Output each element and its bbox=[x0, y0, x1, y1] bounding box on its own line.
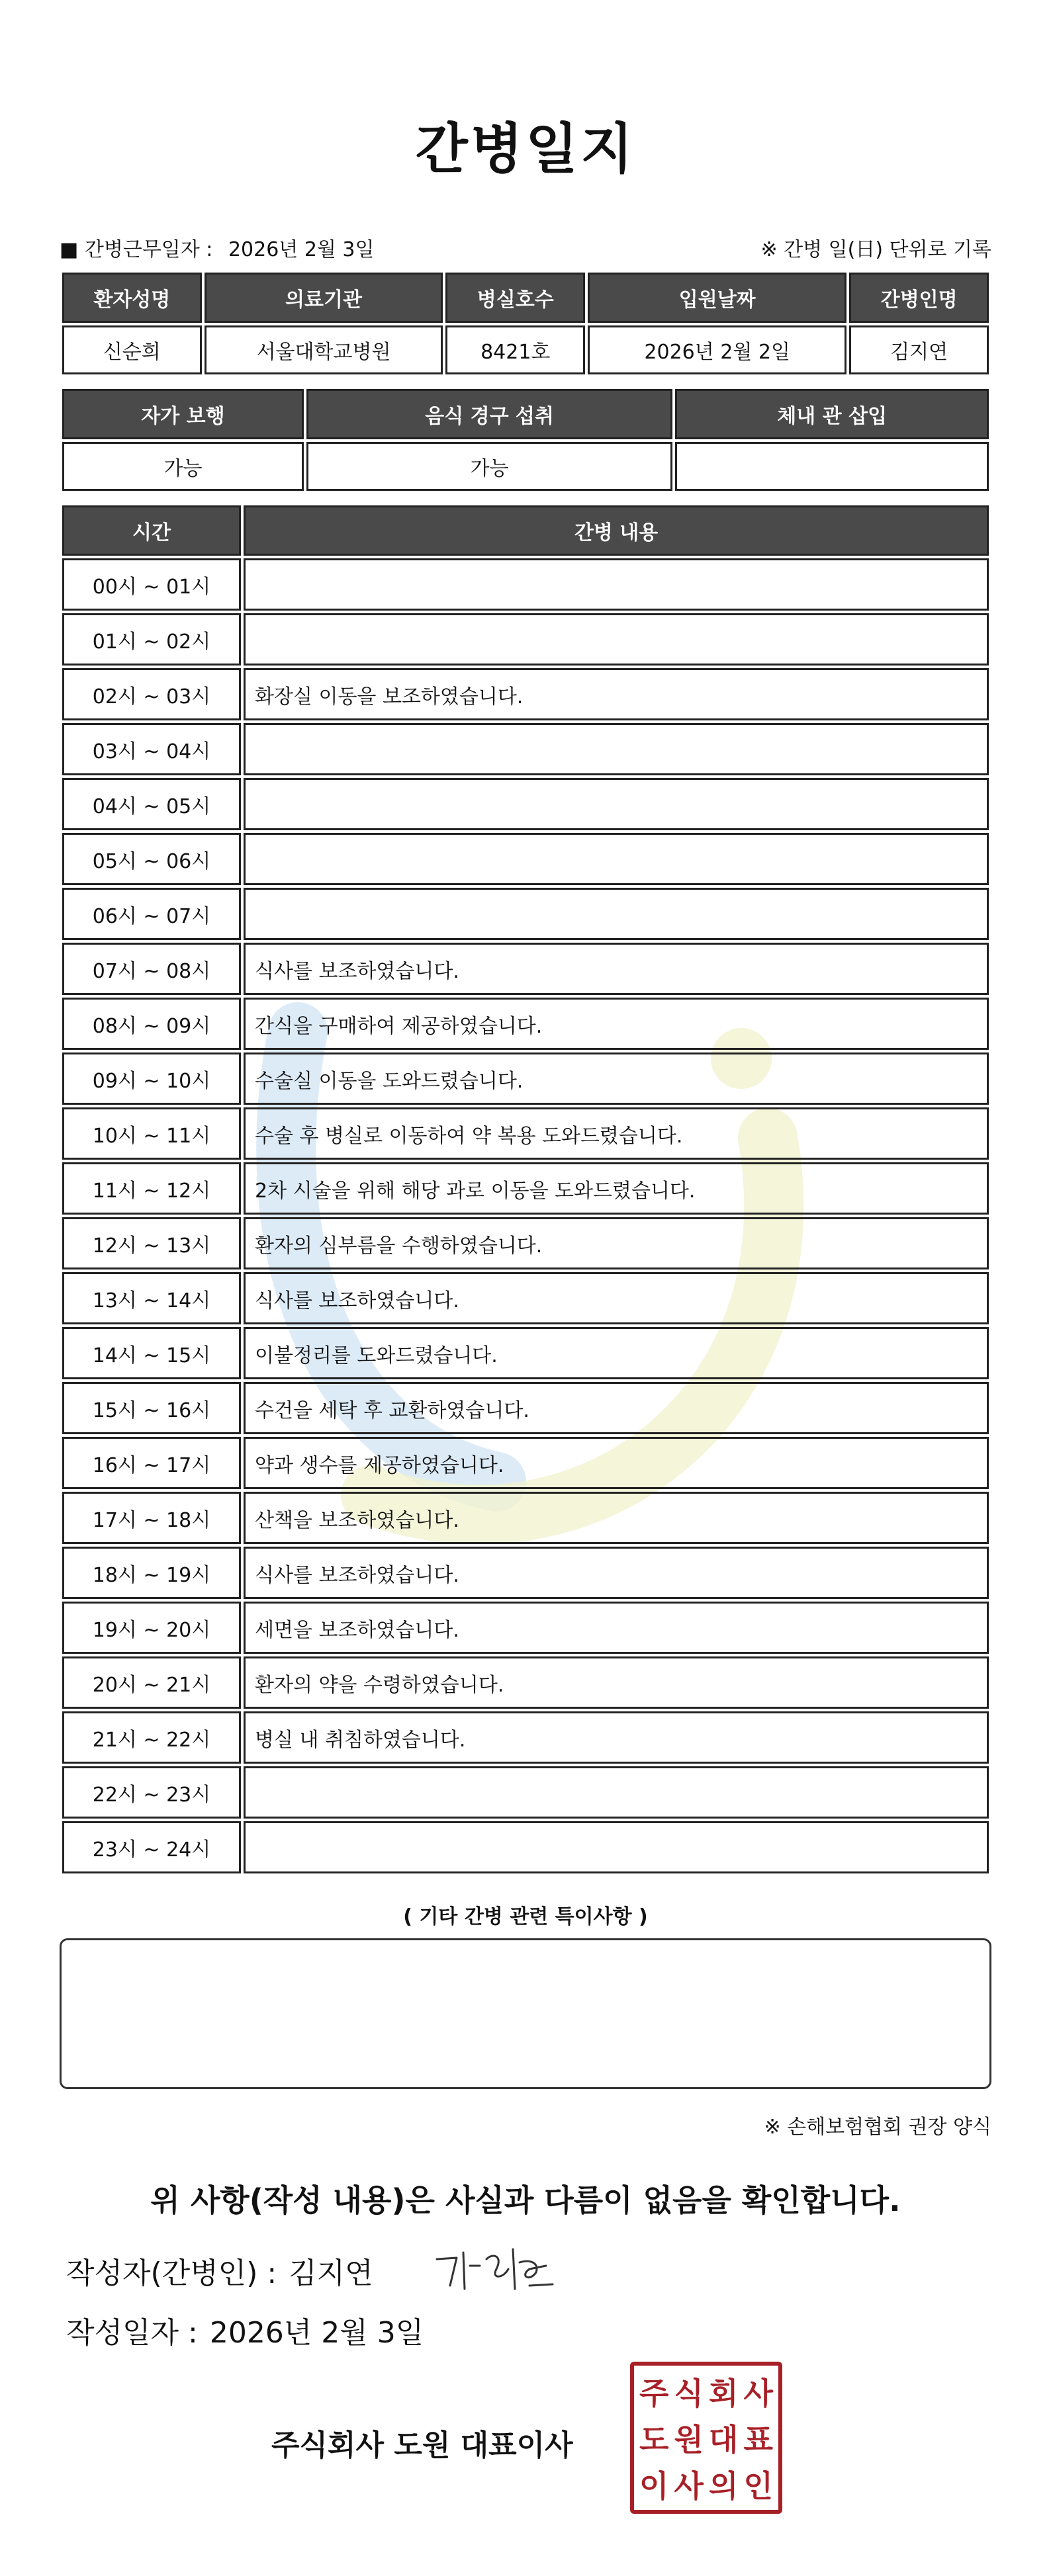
log-content[interactable]: 환자의 약을 수령하였습니다. bbox=[244, 1656, 989, 1709]
writer-label: 작성자(간병인) : bbox=[66, 2256, 277, 2290]
seal-char: 의 bbox=[709, 2468, 739, 2504]
log-content[interactable]: 화장실 이동을 보조하였습니다. bbox=[244, 668, 989, 720]
log-row bbox=[62, 1107, 989, 1160]
log-time: 11시 ~ 12시 bbox=[62, 1162, 241, 1215]
log-row bbox=[62, 1382, 989, 1434]
form-note: ※ 손해보험협회 권장 양식 bbox=[764, 2116, 991, 2139]
log-content[interactable] bbox=[244, 778, 989, 830]
header-oral-intake: 음식 경구 섭취 bbox=[306, 389, 672, 439]
hospital: 서울대학교병원 bbox=[205, 325, 443, 374]
caregiver-name: 김지연 bbox=[849, 325, 989, 374]
log-row bbox=[62, 1492, 989, 1544]
log-content[interactable] bbox=[244, 1821, 989, 1873]
company-representative: 주식회사 도원 대표이사 bbox=[271, 2428, 573, 2462]
log-time: 06시 ~ 07시 bbox=[62, 888, 241, 940]
care-log-table bbox=[60, 503, 991, 1876]
oral-intake-status: 가능 bbox=[306, 442, 672, 491]
log-time: 17시 ~ 18시 bbox=[62, 1492, 241, 1544]
log-row bbox=[62, 1437, 989, 1489]
log-time: 12시 ~ 13시 bbox=[62, 1217, 241, 1269]
log-time: 04시 ~ 05시 bbox=[62, 778, 241, 830]
log-time: 09시 ~ 10시 bbox=[62, 1052, 241, 1105]
log-row bbox=[62, 1766, 989, 1819]
log-content[interactable] bbox=[244, 558, 989, 611]
log-row bbox=[62, 1217, 989, 1269]
document-title: 간병일지 bbox=[415, 118, 636, 181]
seal-char: 사 bbox=[674, 2468, 704, 2504]
seal-char: 인 bbox=[743, 2468, 773, 2504]
seal-char: 원 bbox=[674, 2422, 704, 2458]
seal-char: 주 bbox=[639, 2376, 669, 2411]
log-time: 10시 ~ 11시 bbox=[62, 1107, 241, 1160]
special-notes-box[interactable] bbox=[60, 1938, 991, 2089]
log-content[interactable]: 수술실 이동을 도와드렸습니다. bbox=[244, 1052, 989, 1105]
special-notes-title: ( 기타 간병 관련 특이사항 ) bbox=[403, 1905, 648, 1928]
writer-name: 김지연 bbox=[289, 2256, 373, 2290]
log-content[interactable]: 약과 생수를 제공하였습니다. bbox=[244, 1437, 989, 1489]
header-care-content: 간병 내용 bbox=[244, 505, 989, 556]
log-row bbox=[62, 1327, 989, 1379]
written-date-line bbox=[66, 2309, 424, 2351]
header-walking: 자가 보행 bbox=[62, 389, 304, 439]
log-content[interactable]: 2차 시술을 위해 해당 과로 이동을 도와드렸습니다. bbox=[244, 1162, 989, 1215]
log-time: 18시 ~ 19시 bbox=[62, 1547, 241, 1599]
seal-char: 사 bbox=[743, 2376, 773, 2411]
seal-char: 도 bbox=[639, 2422, 669, 2458]
log-time: 05시 ~ 06시 bbox=[62, 833, 241, 885]
work-date bbox=[60, 233, 375, 262]
log-time: 20시 ~ 21시 bbox=[62, 1656, 241, 1709]
header-room: 병실호수 bbox=[445, 273, 585, 323]
log-row bbox=[62, 888, 989, 940]
log-time: 01시 ~ 02시 bbox=[62, 613, 241, 665]
log-content[interactable]: 이불정리를 도와드렸습니다. bbox=[244, 1327, 989, 1379]
log-row bbox=[62, 1821, 989, 1873]
header-hospital: 의료기관 bbox=[205, 273, 443, 323]
writer-line bbox=[66, 2249, 373, 2292]
walking-status: 가능 bbox=[62, 442, 304, 491]
log-time: 16시 ~ 17시 bbox=[62, 1437, 241, 1489]
log-time: 13시 ~ 14시 bbox=[62, 1272, 241, 1324]
handwritten-signature bbox=[430, 2239, 556, 2299]
log-content[interactable]: 환자의 심부름을 수행하였습니다. bbox=[244, 1217, 989, 1269]
log-time: 02시 ~ 03시 bbox=[62, 668, 241, 720]
log-row bbox=[62, 778, 989, 830]
log-time: 14시 ~ 15시 bbox=[62, 1327, 241, 1379]
log-content[interactable]: 수건을 세탁 후 교환하였습니다. bbox=[244, 1382, 989, 1434]
log-content[interactable] bbox=[244, 613, 989, 665]
log-row bbox=[62, 1052, 989, 1105]
unit-note: ※ 간병 일(日) 단위로 기록 bbox=[760, 238, 991, 261]
patient-name: 신순희 bbox=[62, 325, 202, 374]
log-time: 19시 ~ 20시 bbox=[62, 1602, 241, 1654]
written-date-value: 2026년 2월 3일 bbox=[209, 2316, 424, 2350]
header-tube: 체내 관 삽입 bbox=[675, 389, 989, 439]
seal-char: 회 bbox=[709, 2376, 739, 2411]
seal-char: 식 bbox=[674, 2376, 704, 2411]
patient-info-table bbox=[60, 270, 991, 377]
log-row bbox=[62, 1602, 989, 1654]
log-time: 08시 ~ 09시 bbox=[62, 998, 241, 1050]
log-row bbox=[62, 833, 989, 885]
log-content[interactable]: 식사를 보조하였습니다. bbox=[244, 943, 989, 995]
log-time: 21시 ~ 22시 bbox=[62, 1711, 241, 1764]
room-number: 8421호 bbox=[445, 325, 585, 374]
log-content[interactable]: 병실 내 취침하였습니다. bbox=[244, 1711, 989, 1764]
confirm-statement: 위 사항(작성 내용)은 사실과 다름이 없음을 확인합니다. bbox=[150, 2182, 901, 2218]
header-patient-name: 환자성명 bbox=[62, 273, 202, 323]
log-time: 23시 ~ 24시 bbox=[62, 1821, 241, 1873]
log-content[interactable] bbox=[244, 833, 989, 885]
written-date-label: 작성일자 : bbox=[66, 2316, 198, 2350]
log-content[interactable] bbox=[244, 1766, 989, 1819]
log-row bbox=[62, 998, 989, 1050]
log-row bbox=[62, 943, 989, 995]
log-content[interactable]: 간식을 구매하여 제공하였습니다. bbox=[244, 998, 989, 1050]
company-seal bbox=[630, 2362, 782, 2514]
tube-status bbox=[675, 442, 989, 491]
patient-status-table bbox=[60, 386, 991, 494]
log-time: 03시 ~ 04시 bbox=[62, 723, 241, 775]
admission-date: 2026년 2월 2일 bbox=[588, 325, 846, 374]
log-content[interactable] bbox=[244, 888, 989, 940]
work-date-label: ■ 간병근무일자 : bbox=[60, 238, 213, 261]
log-content[interactable]: 식사를 보조하였습니다. bbox=[244, 1547, 989, 1599]
log-row bbox=[62, 558, 989, 611]
log-row bbox=[62, 613, 989, 665]
log-row bbox=[62, 1656, 989, 1709]
log-time: 00시 ~ 01시 bbox=[62, 558, 241, 611]
log-content[interactable] bbox=[244, 723, 989, 775]
log-time: 22시 ~ 23시 bbox=[62, 1766, 241, 1819]
header-caregiver: 간병인명 bbox=[849, 273, 989, 323]
seal-char: 대 bbox=[709, 2422, 739, 2458]
log-row bbox=[62, 723, 989, 775]
log-content[interactable]: 수술 후 병실로 이동하여 약 복용 도와드렸습니다. bbox=[244, 1107, 989, 1160]
log-content[interactable]: 식사를 보조하였습니다. bbox=[244, 1272, 989, 1324]
seal-char: 표 bbox=[743, 2422, 773, 2458]
log-row bbox=[62, 1711, 989, 1764]
log-row bbox=[62, 1162, 989, 1215]
log-content[interactable]: 세면을 보조하였습니다. bbox=[244, 1602, 989, 1654]
log-time: 15시 ~ 16시 bbox=[62, 1382, 241, 1434]
log-row bbox=[62, 1547, 989, 1599]
log-row bbox=[62, 1272, 989, 1324]
seal-char: 이 bbox=[639, 2468, 669, 2504]
log-time: 07시 ~ 08시 bbox=[62, 943, 241, 995]
log-row bbox=[62, 668, 989, 720]
header-time: 시간 bbox=[62, 505, 241, 556]
log-content[interactable]: 산책을 보조하였습니다. bbox=[244, 1492, 989, 1544]
work-date-value: 2026년 2월 3일 bbox=[228, 238, 375, 261]
header-admission-date: 입원날짜 bbox=[588, 273, 846, 323]
